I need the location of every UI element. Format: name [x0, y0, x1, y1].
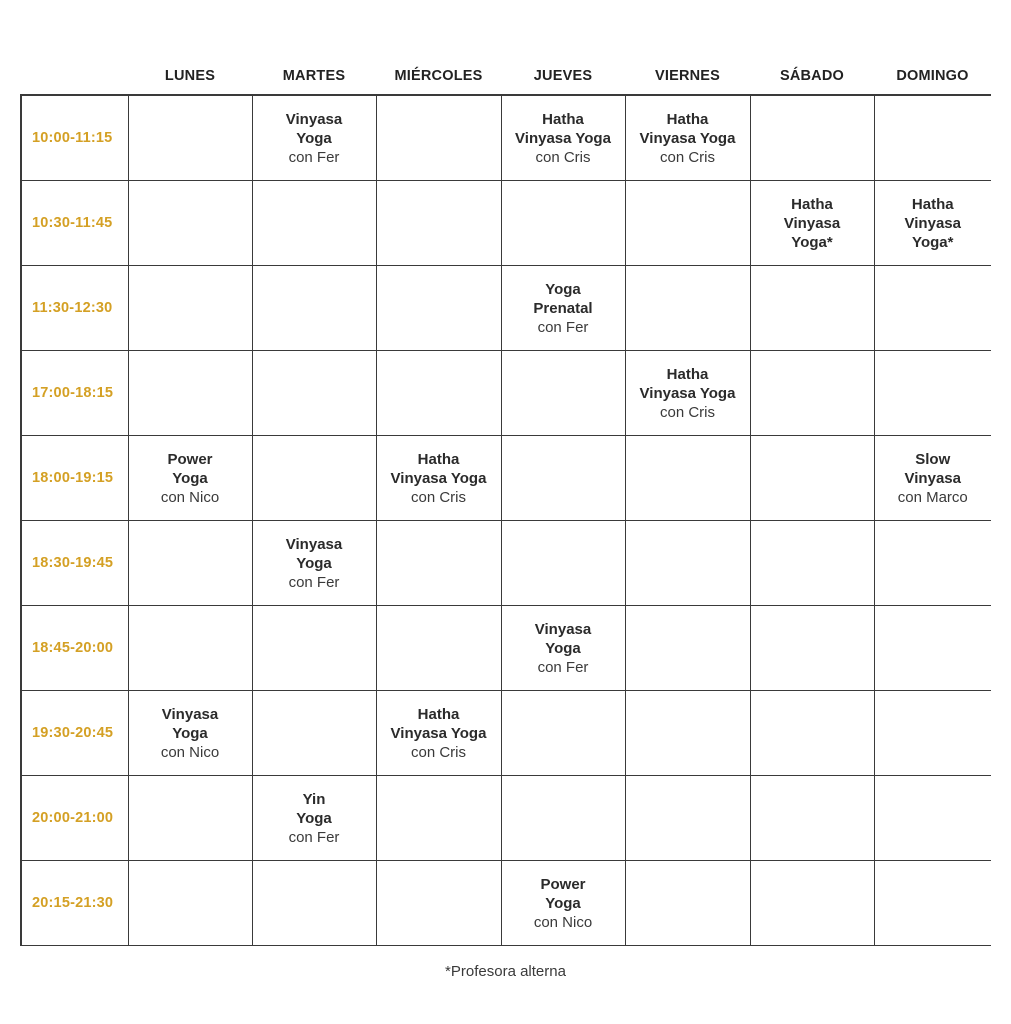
class-teacher: con Fer [537, 658, 589, 676]
day-header: DOMINGO [874, 58, 991, 95]
empty-cell [501, 351, 625, 436]
time-label: 18:45-20:00 [21, 606, 128, 691]
class-teacher: con Nico [533, 913, 593, 931]
class-name-line: Power [540, 875, 586, 893]
class-name-line: Vinyasa [904, 469, 961, 487]
class-name-line: Hatha [911, 195, 954, 213]
class-cell [252, 776, 376, 861]
class-teacher: con Fer [288, 148, 340, 166]
class-teacher: con Cris [410, 743, 466, 761]
class-name-line: Yoga [296, 129, 332, 147]
empty-cell [501, 691, 625, 776]
class-name-line: Slow [915, 450, 951, 468]
time-label: 17:00-18:15 [21, 351, 128, 436]
class-teacher: con Fer [288, 573, 340, 591]
class-name-line: Hatha [666, 110, 709, 128]
time-label: 11:30-12:30 [21, 266, 128, 351]
empty-cell [874, 521, 991, 606]
empty-cell [750, 776, 874, 861]
empty-cell [625, 861, 750, 946]
class-name-line: Power [167, 450, 213, 468]
class-cell [750, 181, 874, 266]
day-header: MARTES [252, 58, 376, 95]
empty-cell [128, 606, 252, 691]
empty-cell [750, 606, 874, 691]
time-slot-row [21, 606, 991, 691]
time-slot-row [21, 691, 991, 776]
class-name-line: Yoga [296, 809, 332, 827]
empty-cell [874, 691, 991, 776]
day-header: MIÉRCOLES [376, 58, 501, 95]
empty-cell [128, 351, 252, 436]
empty-cell [501, 436, 625, 521]
empty-cell [376, 181, 501, 266]
empty-cell [625, 691, 750, 776]
empty-cell [128, 266, 252, 351]
footnote: *Profesora alterna [445, 963, 566, 980]
class-name-line: Vinyasa [285, 535, 343, 553]
class-name-line: Vinyasa [904, 214, 961, 232]
class-name-line: Vinyasa [534, 620, 592, 638]
empty-cell [750, 266, 874, 351]
class-cell [252, 95, 376, 181]
time-label: 20:15-21:30 [21, 861, 128, 946]
class-name-line: Yoga* [791, 233, 833, 251]
class-teacher: con Cris [659, 148, 715, 166]
class-cell [128, 436, 252, 521]
empty-cell [128, 95, 252, 181]
class-cell [625, 351, 750, 436]
class-teacher: con Cris [410, 488, 466, 506]
time-slot-row [21, 521, 991, 606]
class-name-line: Vinyasa Yoga [639, 129, 736, 147]
class-name-line: Vinyasa [783, 214, 841, 232]
class-teacher: con Fer [537, 318, 589, 336]
time-slot-row [21, 266, 991, 351]
empty-cell [750, 351, 874, 436]
weekly-schedule-table [20, 58, 991, 946]
class-cell [874, 436, 991, 521]
class-cell [376, 436, 501, 521]
class-cell [501, 95, 625, 181]
class-cell [501, 266, 625, 351]
empty-cell [128, 521, 252, 606]
class-name-line: Hatha [666, 365, 709, 383]
empty-cell [252, 351, 376, 436]
time-slot-row [21, 95, 991, 181]
empty-cell [625, 606, 750, 691]
class-name-line: Vinyasa Yoga [390, 724, 487, 742]
class-teacher: con Fer [288, 828, 340, 846]
empty-cell [252, 606, 376, 691]
class-name-line: Yoga [296, 554, 332, 572]
class-name-line: Vinyasa [161, 705, 219, 723]
schedule-body [21, 95, 991, 946]
class-cell [625, 95, 750, 181]
time-label: 18:00-19:15 [21, 436, 128, 521]
empty-cell [128, 776, 252, 861]
time-column-header [21, 58, 128, 95]
class-name-line: Yoga [172, 724, 208, 742]
empty-cell [376, 266, 501, 351]
empty-cell [750, 521, 874, 606]
class-name-line: Hatha [417, 705, 460, 723]
class-teacher: con Nico [160, 488, 220, 506]
day-header: LUNES [128, 58, 252, 95]
empty-cell [750, 436, 874, 521]
empty-cell [128, 861, 252, 946]
empty-cell [874, 95, 991, 181]
empty-cell [501, 776, 625, 861]
class-name-line: Vinyasa Yoga [515, 129, 611, 147]
empty-cell [376, 606, 501, 691]
class-name-line: Yoga [545, 280, 581, 298]
class-teacher: con Nico [160, 743, 220, 761]
class-name-line: Yoga* [912, 233, 954, 251]
class-name-line: Yoga [172, 469, 208, 487]
time-label: 20:00-21:00 [21, 776, 128, 861]
empty-cell [501, 181, 625, 266]
empty-cell [376, 95, 501, 181]
class-cell [501, 606, 625, 691]
time-slot-row [21, 351, 991, 436]
class-teacher: con Marco [897, 488, 968, 506]
empty-cell [874, 776, 991, 861]
day-header: SÁBADO [750, 58, 874, 95]
class-name-line: Yoga [545, 639, 581, 657]
class-cell [252, 521, 376, 606]
day-header: JUEVES [501, 58, 625, 95]
class-name-line: Hatha [417, 450, 460, 468]
empty-cell [750, 691, 874, 776]
empty-cell [252, 691, 376, 776]
day-header: VIERNES [625, 58, 750, 95]
class-name-line: Yoga [545, 894, 581, 912]
class-name-line: Yin [302, 790, 326, 808]
empty-cell [252, 181, 376, 266]
empty-cell [376, 351, 501, 436]
empty-cell [874, 606, 991, 691]
class-cell [128, 691, 252, 776]
empty-cell [252, 861, 376, 946]
header-row [21, 58, 991, 95]
empty-cell [625, 181, 750, 266]
time-slot-row [21, 861, 991, 946]
empty-cell [625, 436, 750, 521]
empty-cell [750, 95, 874, 181]
class-name-line: Hatha [542, 110, 584, 128]
empty-cell [376, 521, 501, 606]
time-label: 18:30-19:45 [21, 521, 128, 606]
empty-cell [874, 351, 991, 436]
time-label: 10:30-11:45 [21, 181, 128, 266]
empty-cell [625, 266, 750, 351]
empty-cell [252, 266, 376, 351]
empty-cell [376, 861, 501, 946]
empty-cell [625, 521, 750, 606]
empty-cell [750, 861, 874, 946]
class-cell [501, 861, 625, 946]
empty-cell [874, 861, 991, 946]
schedule-header [21, 58, 991, 95]
class-name-line: Hatha [791, 195, 833, 213]
time-label: 19:30-20:45 [21, 691, 128, 776]
class-name-line: Prenatal [533, 299, 593, 317]
time-slot-row [21, 181, 991, 266]
time-slot-row [21, 436, 991, 521]
empty-cell [874, 266, 991, 351]
class-cell [376, 691, 501, 776]
class-teacher: con Cris [535, 148, 591, 166]
empty-cell [128, 181, 252, 266]
empty-cell [252, 436, 376, 521]
class-name-line: Vinyasa [285, 110, 343, 128]
class-cell [874, 181, 991, 266]
empty-cell [501, 521, 625, 606]
class-name-line: Vinyasa Yoga [390, 469, 487, 487]
time-label: 10:00-11:15 [21, 95, 128, 181]
class-name-line: Vinyasa Yoga [639, 384, 736, 402]
empty-cell [625, 776, 750, 861]
empty-cell [376, 776, 501, 861]
time-slot-row [21, 776, 991, 861]
class-teacher: con Cris [659, 403, 715, 421]
